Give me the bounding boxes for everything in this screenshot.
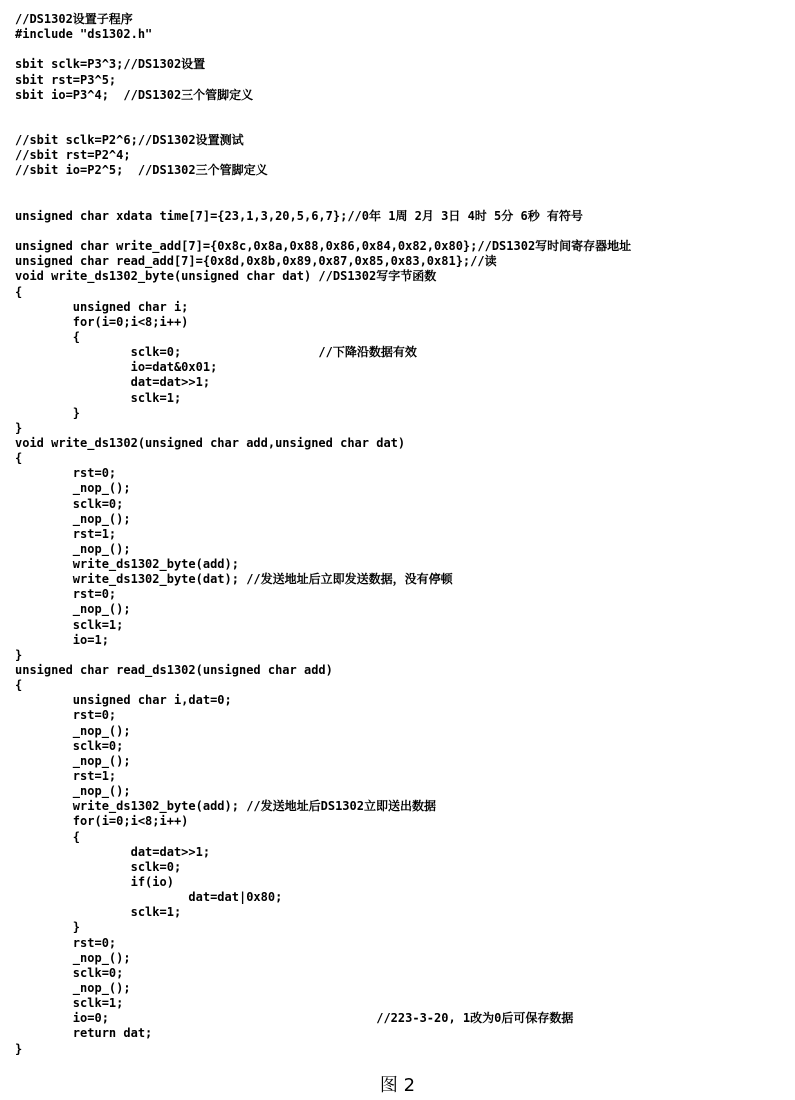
code-line: sbit sclk=P3^3;//DS1302设置 xyxy=(15,57,206,72)
code-line: } xyxy=(15,420,23,435)
code-line: sclk=0; xyxy=(15,965,124,980)
code-line xyxy=(15,118,785,133)
code-line: { xyxy=(15,329,81,344)
code-line xyxy=(15,194,785,209)
code-line: sbit rst=P3^5; xyxy=(15,72,117,87)
code-line: write_ds1302_byte(add); //发送地址后DS1302立即送出数据 xyxy=(15,799,436,814)
code-line: unsigned char write_add[7]={0x8c,0x8a,0x88,0x86,0x84,0x82,0x80};//DS1302写时间寄存器地址 xyxy=(15,239,632,254)
code-line: io=0; //223-3-20, 1改为0后可保存数据 xyxy=(15,1011,574,1026)
code-line: return dat; xyxy=(15,1026,153,1041)
code-line: rst=0; xyxy=(15,935,117,950)
code-line xyxy=(15,42,785,57)
code-line: //DS1302设置子程序 xyxy=(15,12,133,26)
code-line xyxy=(15,224,785,239)
code-line: } xyxy=(15,920,81,935)
code-line: for(i=0;i<8;i++) xyxy=(15,814,189,829)
code-line: rst=1; xyxy=(15,769,117,784)
code-line: sclk=1; xyxy=(15,905,182,920)
code-line: { xyxy=(15,678,23,693)
code-line: io=dat&0x01; xyxy=(15,360,218,375)
code-line: sclk=0; xyxy=(15,738,124,753)
code-line: rst=1; xyxy=(15,526,117,541)
code-line: _nop_(); xyxy=(15,981,131,995)
code-line: write_ds1302_byte(dat); //发送地址后立即发送数据，没有停顿 xyxy=(15,572,453,587)
code-line: unsigned char read_add[7]={0x8d,0x8b,0x89,0x87,0x85,0x83,0x81};//读 xyxy=(15,254,497,269)
code-line: sclk=1; xyxy=(15,390,182,405)
code-line: rst=0; xyxy=(15,708,117,723)
code-line: { xyxy=(15,451,23,466)
code-line: } xyxy=(15,405,81,420)
code-line: for(i=0;i<8;i++) xyxy=(15,314,189,329)
code-line: dat=dat|0x80; xyxy=(15,890,283,905)
code-line: sbit io=P3^4; //DS1302三个管脚定义 xyxy=(15,87,254,102)
code-line: { xyxy=(15,829,81,844)
code-line: //sbit sclk=P2^6;//DS1302设置测试 xyxy=(15,133,244,148)
code-line: unsigned char read_ds1302(unsigned char add) xyxy=(15,663,333,678)
code-line: _nop_(); xyxy=(15,602,131,617)
code-line: _nop_(); xyxy=(15,784,131,799)
code-line: unsigned char i,dat=0; xyxy=(15,693,232,708)
code-line: unsigned char i; xyxy=(15,299,189,314)
code-line: sclk=1; xyxy=(15,996,124,1011)
code-line: write_ds1302_byte(add); xyxy=(15,557,239,572)
code-line xyxy=(15,103,785,118)
code-line: } xyxy=(15,647,23,662)
code-line: sclk=0; xyxy=(15,496,124,511)
code-line: { xyxy=(15,284,23,299)
code-line: _nop_(); xyxy=(15,950,131,965)
code-line: } xyxy=(15,1041,23,1056)
code-line: void write_ds1302_byte(unsigned char dat) //DS1302写字节函数 xyxy=(15,269,437,284)
code-line: //sbit io=P2^5; //DS1302三个管脚定义 xyxy=(15,163,268,178)
code-line: //sbit rst=P2^4; xyxy=(15,148,131,163)
code-line: rst=0; xyxy=(15,466,117,481)
code-line: _nop_(); xyxy=(15,753,131,768)
code-line: #include "ds1302.h" xyxy=(15,27,153,42)
code-line: sclk=0; //下降沿数据有效 xyxy=(15,345,417,360)
code-listing xyxy=(15,12,785,1057)
code-line: _nop_(); xyxy=(15,541,131,556)
code-document xyxy=(15,12,785,1057)
code-line: dat=dat>>1; xyxy=(15,844,211,859)
code-line: sclk=1; xyxy=(15,617,124,632)
code-line: _nop_(); xyxy=(15,723,131,738)
code-line: void write_ds1302(unsigned char add,unsigned char dat) xyxy=(15,435,406,450)
code-line: rst=0; xyxy=(15,587,117,602)
code-line: sclk=0; xyxy=(15,859,182,874)
code-line: _nop_(); xyxy=(15,481,131,496)
code-line: if(io) xyxy=(15,875,174,890)
code-line: _nop_(); xyxy=(15,511,131,526)
code-line: dat=dat>>1; xyxy=(15,375,211,390)
figure-caption: 图 2 xyxy=(379,1075,416,1096)
code-line: io=1; xyxy=(15,632,109,647)
code-line: unsigned char xdata time[7]={23,1,3,20,5,6,7};//0年 1周 2月 3日 4时 5分 6秒 有符号 xyxy=(15,208,583,223)
code-line xyxy=(15,179,785,194)
